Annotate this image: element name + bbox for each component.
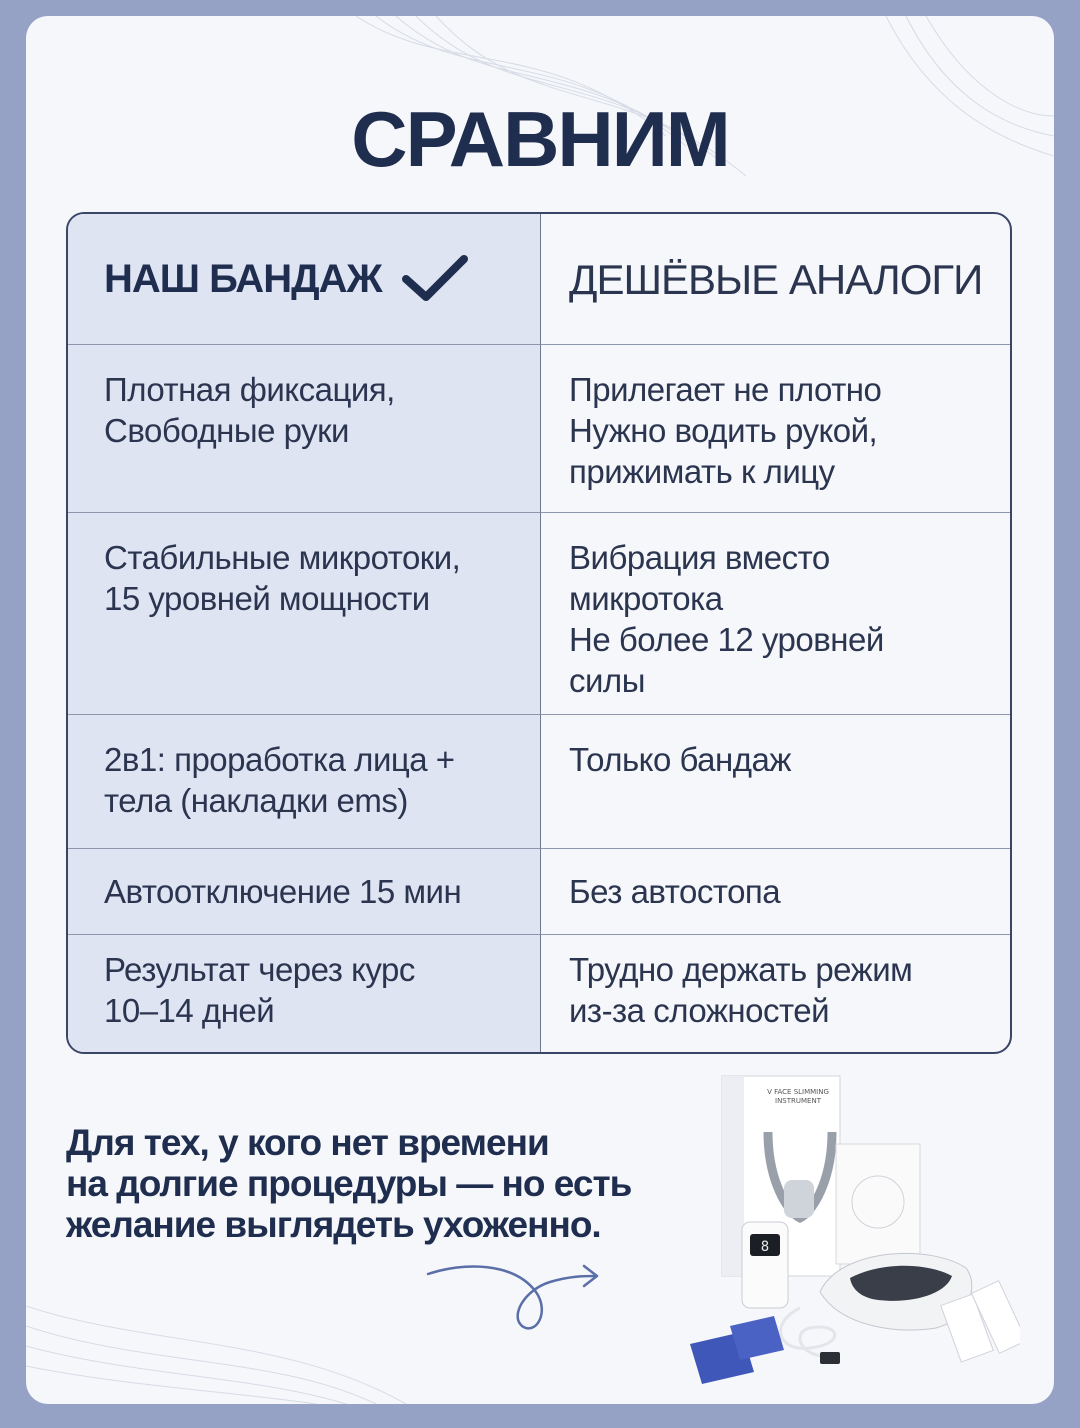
tagline-line: желание выглядеть ухоженно. <box>66 1204 601 1245</box>
row-text: 2в1: проработка лица + <box>104 741 455 778</box>
row-text: силы <box>569 662 645 699</box>
row-text: Результат через курс <box>104 951 415 988</box>
row-5-others <box>541 935 1010 1052</box>
tagline-line: на долгие процедуры — но есть <box>66 1163 632 1204</box>
product-image <box>650 1072 1020 1392</box>
row-text: Стабильные микротоки, <box>104 539 461 576</box>
promo-card <box>26 16 1054 1404</box>
comparison-table <box>66 212 1012 1054</box>
curly-arrow-icon <box>424 1252 604 1342</box>
row-2-ours <box>68 513 541 715</box>
row-text: Свободные руки <box>104 412 349 449</box>
row-text: прижимать к лицу <box>569 453 835 490</box>
row-text: Не более 12 уровней <box>569 621 884 658</box>
row-4-ours <box>68 849 541 935</box>
header-others-label: ДЕШЁВЫЕ АНАЛОГИ <box>569 255 983 303</box>
row-text: Автоотключение 15 мин <box>104 873 462 910</box>
header-ours-label: НАШ БАНДАЖ <box>104 256 382 301</box>
row-1-ours <box>68 345 541 513</box>
row-3-ours <box>68 715 541 849</box>
row-text: Плотная фиксация, <box>104 371 395 408</box>
row-5-ours <box>68 935 541 1052</box>
row-text: микротока <box>569 580 723 617</box>
row-text: 15 уровней мощности <box>104 580 430 617</box>
remote-display: 8 <box>760 1239 770 1255</box>
row-text: Трудно держать режим <box>569 951 913 988</box>
row-text: Вибрация вместо <box>569 539 830 576</box>
header-others <box>541 214 1010 345</box>
check-icon <box>400 253 470 305</box>
row-1-others <box>541 345 1010 513</box>
page-title: СРАВНИМ <box>351 95 729 183</box>
row-2-others <box>541 513 1010 715</box>
row-text: Нужно водить рукой, <box>569 412 878 449</box>
tagline-line: Для тех, у кого нет времени <box>66 1122 549 1163</box>
header-ours <box>68 214 541 345</box>
row-text: Прилегает не плотно <box>569 371 882 408</box>
row-text: Только бандаж <box>569 741 791 778</box>
row-text: 10–14 дней <box>104 992 275 1029</box>
box-text: V FACE SLIMMING <box>767 1088 829 1096</box>
row-text: Без автостопа <box>569 873 781 910</box>
row-text: из-за сложностей <box>569 992 829 1029</box>
box-text: INSTRUMENT <box>775 1097 821 1105</box>
row-4-others <box>541 849 1010 935</box>
row-text: тела (накладки ems) <box>104 782 408 819</box>
tagline <box>66 1122 706 1245</box>
row-3-others <box>541 715 1010 849</box>
